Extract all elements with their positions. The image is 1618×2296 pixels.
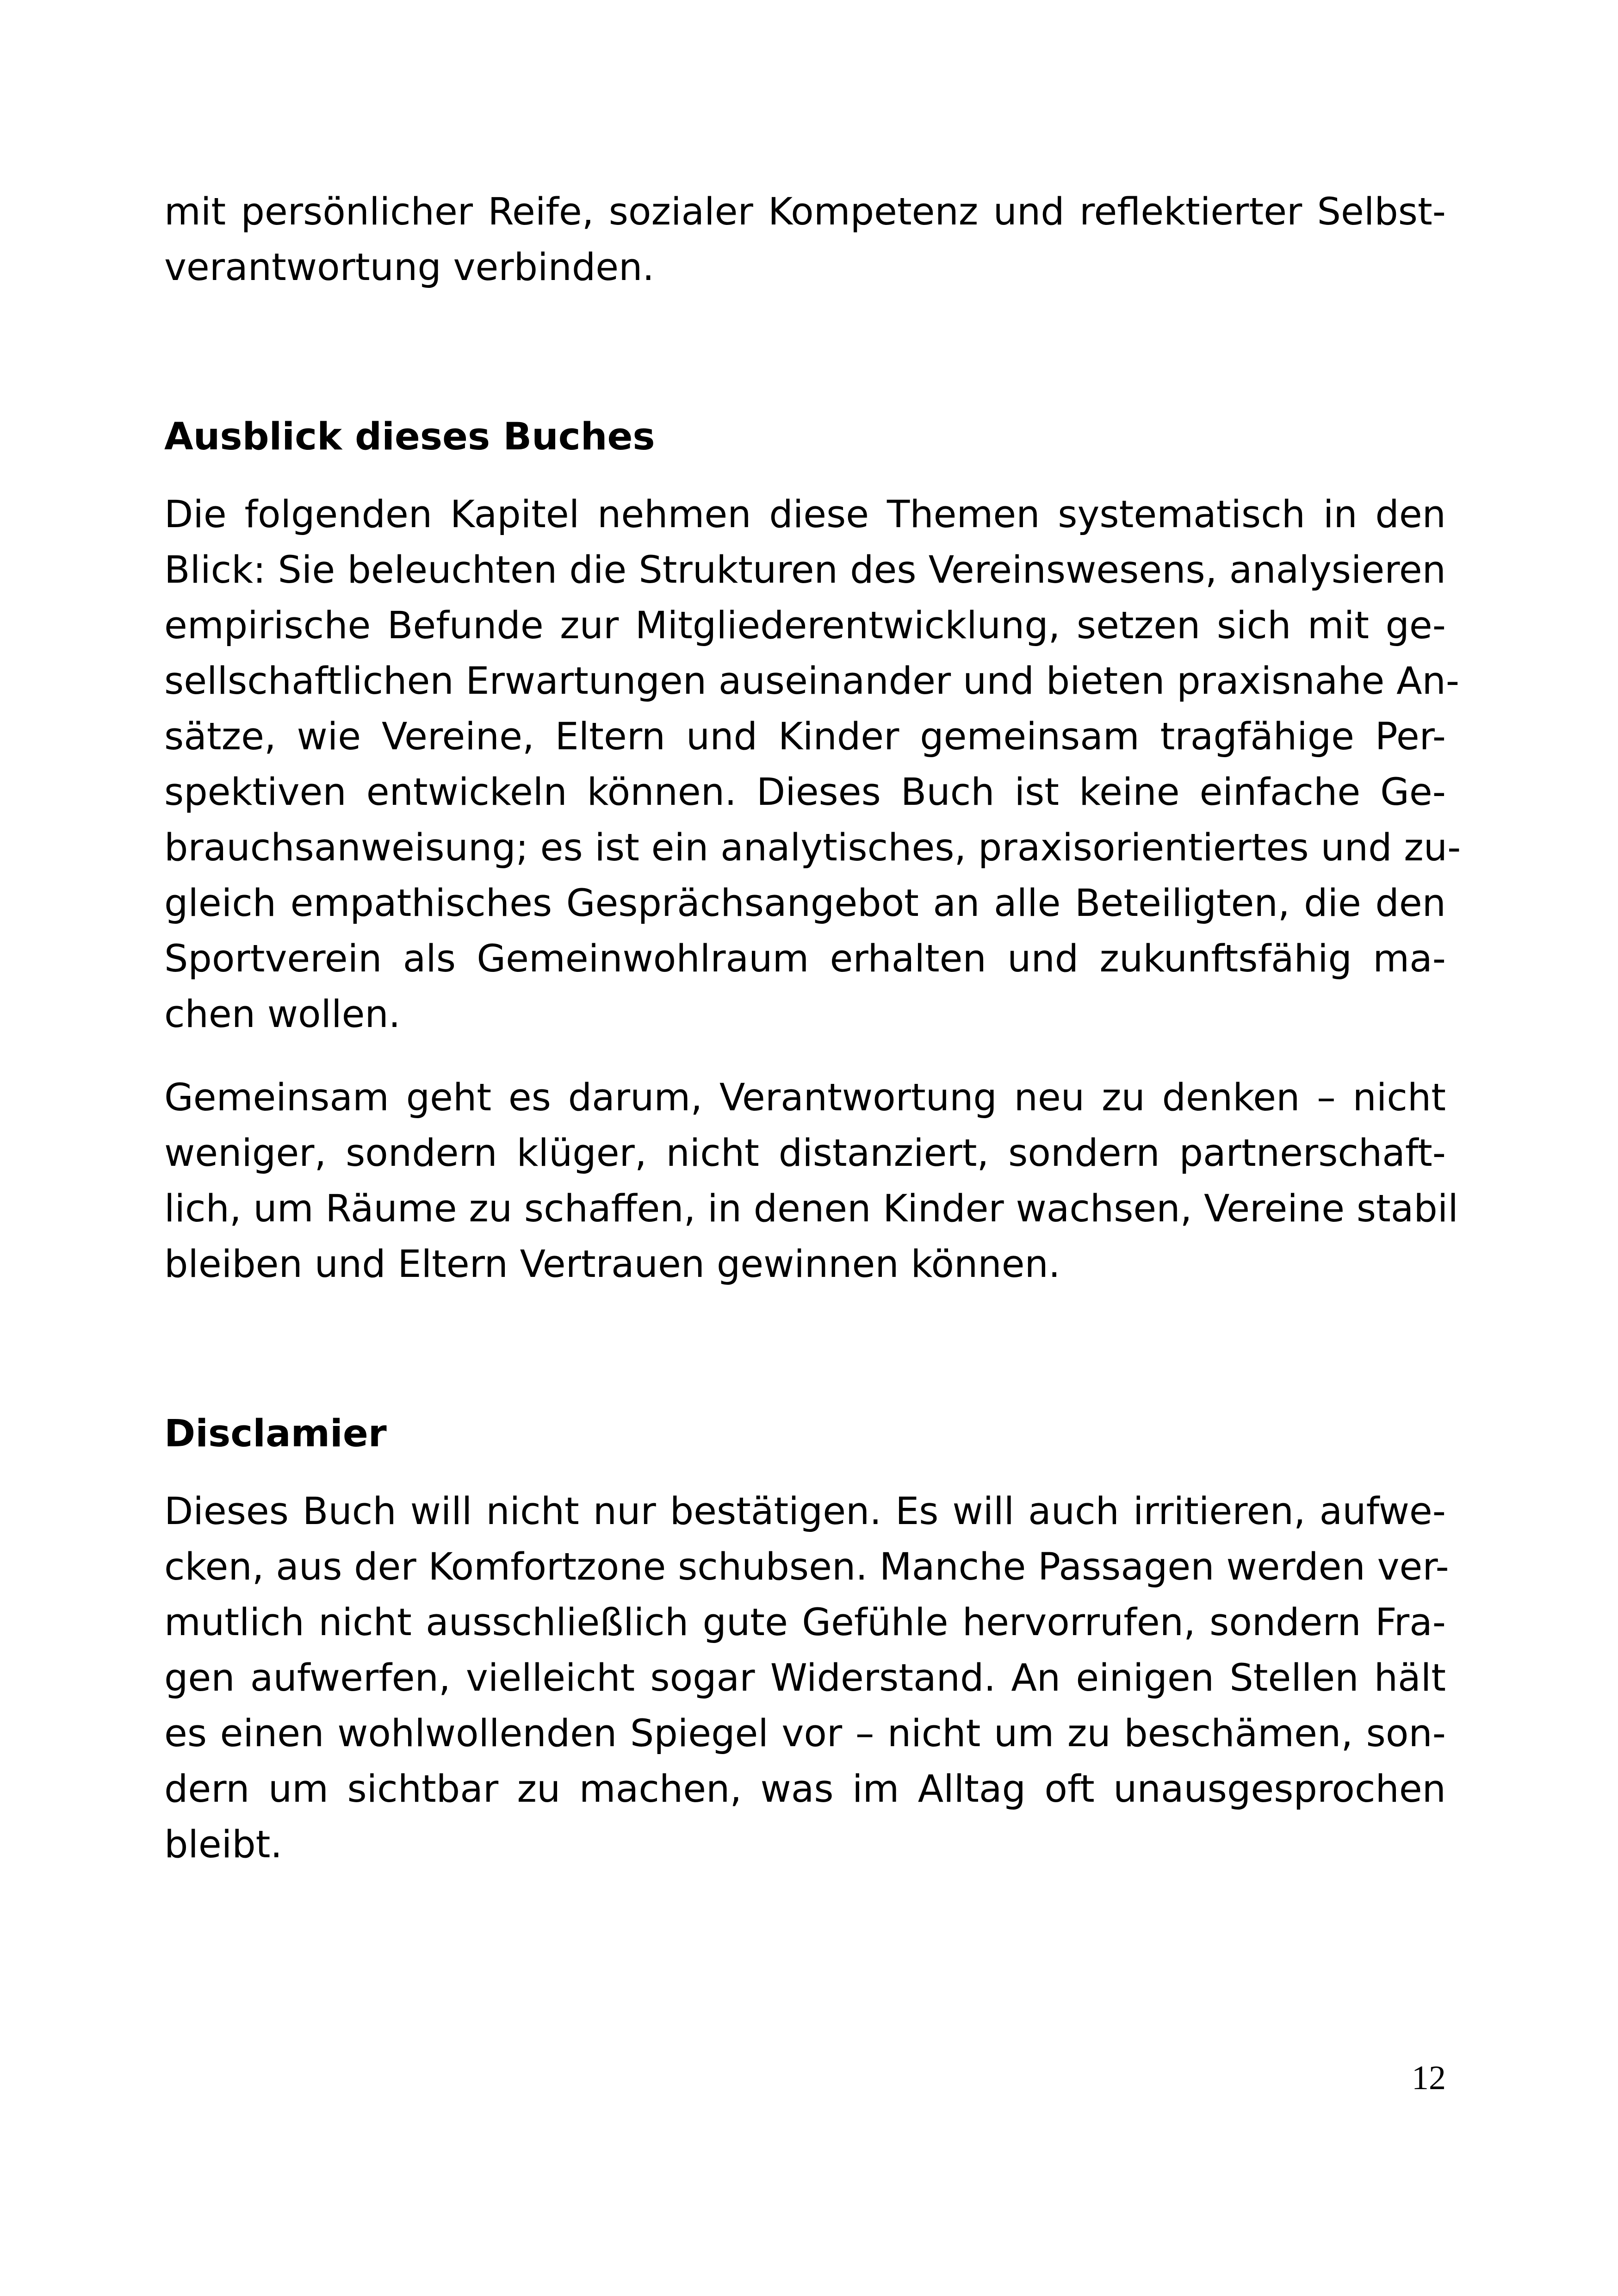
text-line: verantwortung verbinden.	[164, 246, 655, 289]
page-content	[164, 184, 1461, 1873]
section-disclaimer	[164, 1406, 1449, 1873]
text-line: brauchsanweisung; es ist ein analytisches, praxisorientiertes und zu-	[164, 826, 1461, 870]
text-line: empirische Befunde zur Mitgliederentwicklung, setzen sich mit ge-	[164, 604, 1446, 647]
paragraph	[164, 487, 1461, 1042]
text-line: lich, um Räume zu schaffen, in denen Kinder wachsen, Vereine stabil	[164, 1187, 1458, 1231]
text-line: bleiben und Eltern Vertrauen gewinnen können.	[164, 1243, 1060, 1286]
text-line: Sportverein als Gemeinwohlraum erhalten und zukunftsfähig ma-	[164, 937, 1446, 981]
text-line: cken, aus der Komfortzone schubsen. Manche Passagen werden ver-	[164, 1545, 1449, 1589]
text-line: Gemeinsam geht es darum, Verantwortung neu zu denken – nicht	[164, 1076, 1446, 1120]
text-line: es einen wohlwollenden Spiegel vor – nicht um zu beschämen, son-	[164, 1712, 1446, 1755]
text-line: mit persönlicher Reife, sozialer Kompetenz und reflektierter Selbst-	[164, 190, 1446, 234]
section-ausblick	[164, 409, 1461, 1292]
text-line: mutlich nicht ausschließlich gute Gefühle hervorrufen, sondern Fra-	[164, 1601, 1446, 1644]
text-line: chen wollen.	[164, 993, 401, 1036]
text-line: Die folgenden Kapitel nehmen diese Themen systematisch in den	[164, 493, 1446, 536]
intro-paragraph	[164, 184, 1446, 295]
text-line: bleibt.	[164, 1823, 283, 1867]
text-line: dern um sichtbar zu machen, was im Alltag oft unausgesprochen	[164, 1767, 1446, 1811]
section-heading: Disclamier	[164, 1412, 387, 1456]
page-number: 12	[1412, 2059, 1446, 2097]
text-line: Dieses Buch will nicht nur bestätigen. Es will auch irritieren, aufwe-	[164, 1490, 1446, 1533]
text-line: sellschaftlichen Erwartungen auseinander und bieten praxisnahe An-	[164, 660, 1460, 703]
text-line: Blick: Sie beleuchten die Strukturen des Vereinswesens, analysieren	[164, 548, 1446, 592]
section-heading: Ausblick dieses Buches	[164, 415, 655, 459]
paragraph	[164, 1070, 1458, 1292]
text-line: gleich empathisches Gesprächsangebot an alle Beteiligten, die den	[164, 882, 1446, 925]
text-line: sätze, wie Vereine, Eltern und Kinder gemeinsam tragfähige Per-	[164, 715, 1446, 759]
text-line: weniger, sondern klüger, nicht distanziert, sondern partnerschaft-	[164, 1132, 1446, 1175]
text-line: spektiven entwickeln können. Dieses Buch ist keine einfache Ge-	[164, 771, 1446, 814]
paragraph	[164, 1484, 1449, 1873]
text-line: gen aufwerfen, vielleicht sogar Widerstand. An einigen Stellen hält	[164, 1656, 1446, 1700]
